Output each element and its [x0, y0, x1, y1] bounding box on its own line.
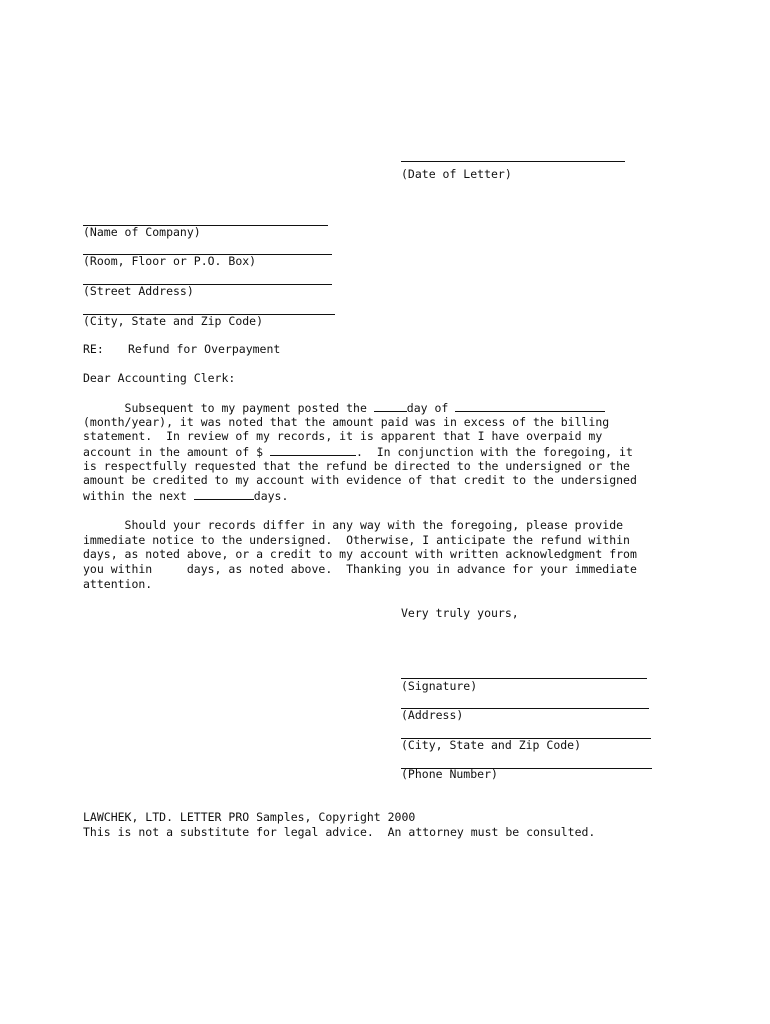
amount-blank: [270, 444, 356, 456]
month-blank: [455, 400, 605, 412]
p1-line-6: amount be credited to my account with evidence of that credit to the undersigned: [83, 473, 637, 488]
footer-disclaimer: This is not a substitute for legal advice. An attorney must be consulted.: [83, 825, 596, 839]
phone-caption: (Phone Number): [401, 767, 498, 781]
closing: Very truly yours,: [401, 606, 519, 620]
street-caption: (Street Address): [83, 284, 194, 298]
p2-line-1: Should your records differ in any way with the foregoing, please provide: [83, 518, 624, 532]
p1-line-5: is respectfully requested that the refund be directed to the undersigned or the: [83, 458, 630, 473]
salutation: Dear Accounting Clerk:: [83, 371, 236, 385]
p1-line-2: (month/year), it was noted that the amount paid was in excess of the billing: [83, 414, 610, 429]
city-caption: (City, State and Zip Code): [83, 314, 264, 328]
days-blank: [194, 488, 254, 500]
re-label: RE:: [83, 342, 104, 356]
p1-line-1: Subsequent to my payment posted the day of: [83, 400, 693, 415]
p1-line-7: within the next days.: [83, 489, 289, 504]
paragraph-2: [83, 518, 693, 591]
date-signature-line: [401, 161, 625, 162]
re-subject: Refund for Overpayment: [128, 342, 281, 356]
p2-line-2: immediate notice to the undersigned. Otherwise, I anticipate the refund within: [83, 532, 630, 547]
company-caption: (Name of Company): [83, 225, 201, 239]
date-caption: (Date of Letter): [401, 167, 512, 181]
footer-copyright: LAWCHEK, LTD. LETTER PRO Samples, Copyright 2000: [83, 810, 416, 824]
p2-line-5: attention.: [83, 576, 153, 591]
sig-city-caption: (City, State and Zip Code): [401, 738, 582, 752]
address-caption: (Address): [401, 708, 464, 722]
p2-line-3: days, as noted above, or a credit to my account with written acknowledgment from: [83, 547, 637, 562]
signature-caption: (Signature): [401, 679, 478, 693]
paragraph-1: [83, 400, 693, 503]
p1-line-4: account in the amount of $ . In conjunction with the foregoing, it: [83, 445, 633, 460]
p2-line-4: you within days, as noted above. Thanking you in advance for your immediate: [83, 562, 637, 577]
room-caption: (Room, Floor or P.O. Box): [83, 254, 257, 268]
p1-line-3: statement. In review of my records, it is apparent that I have overpaid my: [83, 429, 603, 444]
day-blank: [374, 400, 407, 412]
